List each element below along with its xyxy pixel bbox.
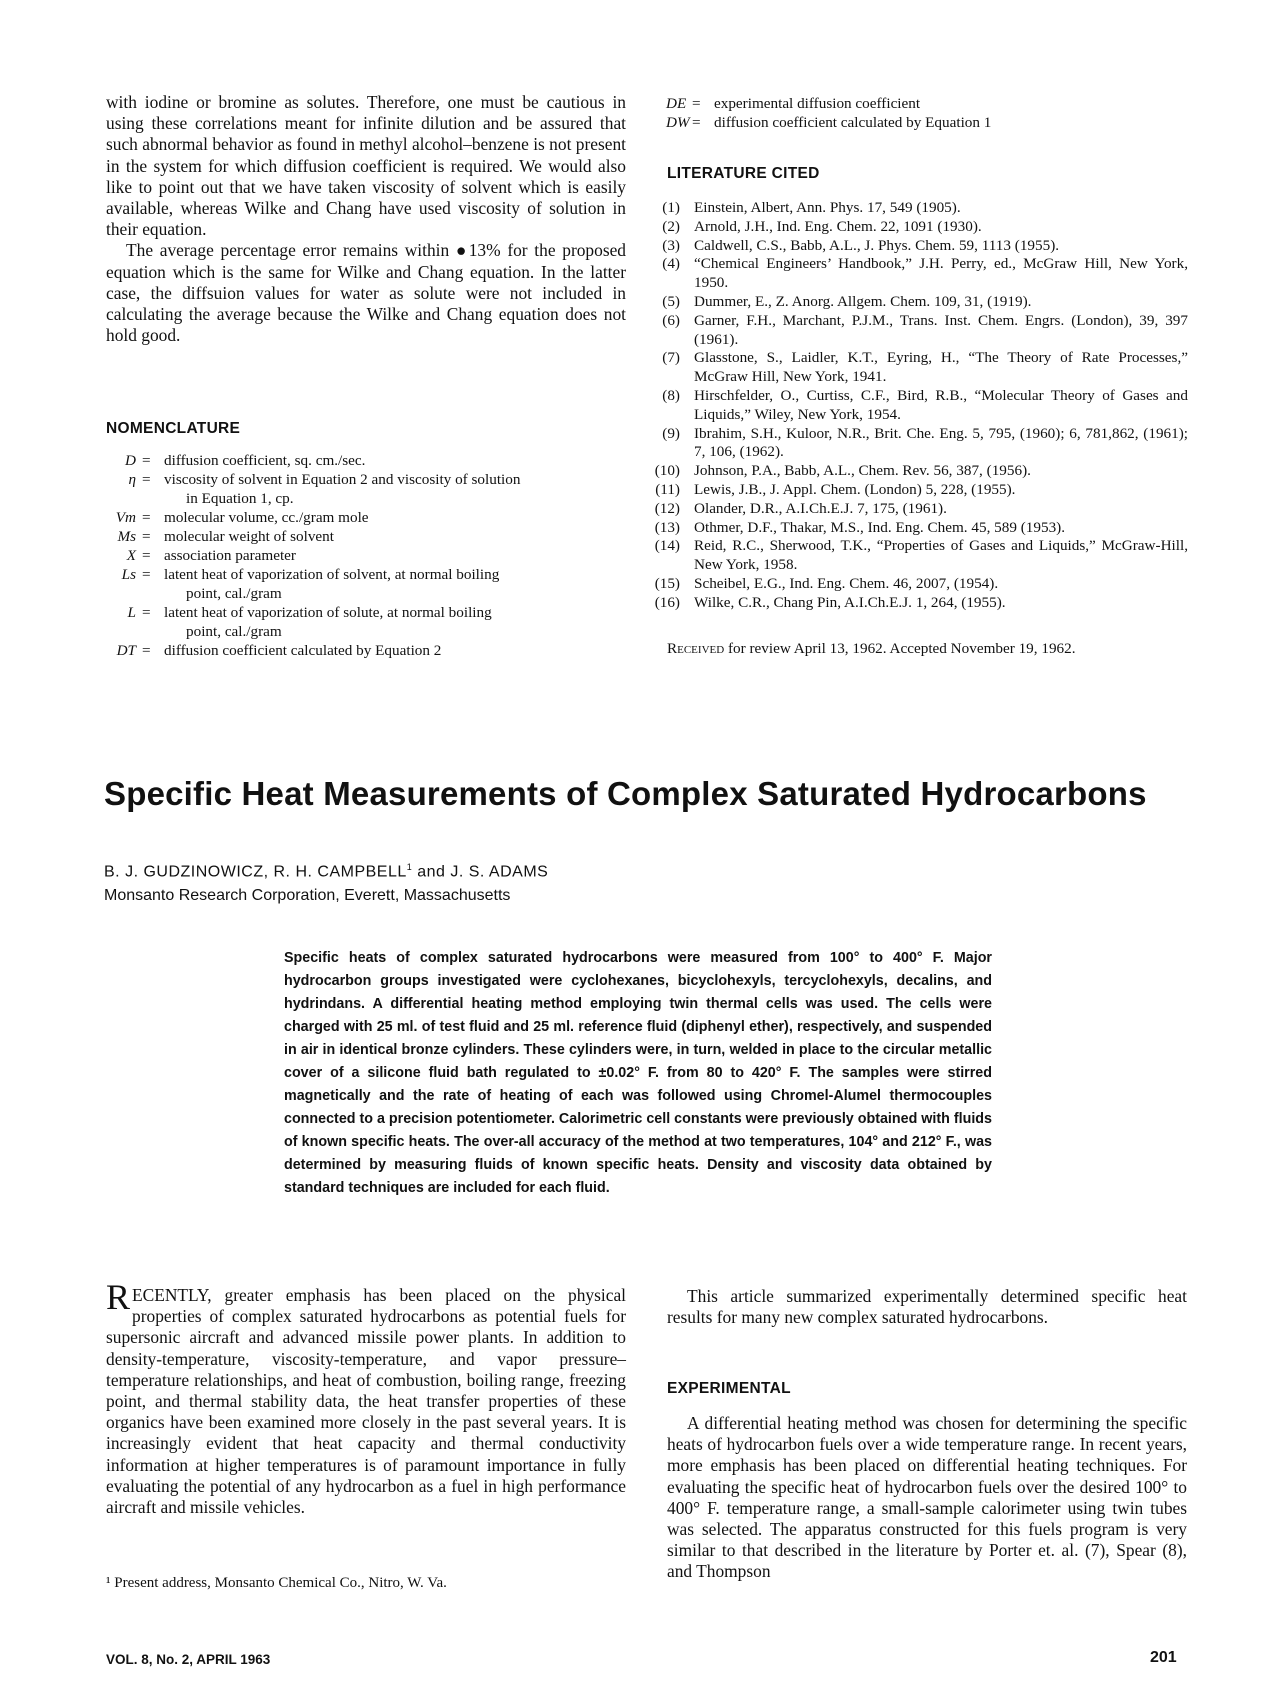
symbol: D <box>125 452 136 469</box>
reference-number: (2) <box>662 217 680 235</box>
reference-item <box>640 218 1188 237</box>
definition: diffusion coefficient calculated by Equation 1 <box>714 114 992 131</box>
symbol: Ms <box>117 528 136 545</box>
symbol: η <box>128 471 136 488</box>
reference-item <box>640 462 1188 481</box>
paragraph: A differential heating method was chosen for determining the specific heats of hydrocarbon fuels over a wide temperature range. In recent years, more emphasis has been placed on differential heating techniques. For evaluating the specific heat of hydrocarbon fuels over the desired 100° to 400° F. temperature range, a small-sample calorimeter using twin tubes was selected. The apparatus constructed for this fuels program is very similar to that described in the literature by Porter et. al. (7), Spear (8), and Thompson <box>667 1413 1187 1582</box>
reference-number: (10) <box>654 462 680 480</box>
affiliation: Monsanto Research Corporation, Everett, Massachusetts <box>104 887 511 904</box>
definition: diffusion coefficient, sq. cm./sec. <box>164 452 366 469</box>
definition: diffusion coefficient calculated by Equation 2 <box>164 642 442 659</box>
reference-number: (3) <box>662 236 680 254</box>
drop-cap: R <box>106 1277 131 1317</box>
reference-text: Glasstone, S., Laidler, K.T., Eyring, H., “The Theory of Rate Processes,” McGraw Hill, New York, 1941. <box>694 349 1188 386</box>
reference-text: Scheibel, E.G., Ind. Eng. Chem. 46, 2007, (1954). <box>694 574 999 592</box>
reference-item <box>640 199 1188 218</box>
authors-names: B. J. GUDZINOWICZ, R. H. CAMPBELL <box>104 863 407 881</box>
author-footnote-marker: 1 <box>406 862 413 872</box>
reference-item <box>640 481 1188 500</box>
symbol: X <box>126 547 136 564</box>
reference-text: Garner, F.H., Marchant, P.J.M., Trans. Inst. Chem. Engrs. (London), 39, 397 (1961). <box>694 311 1188 348</box>
reference-text: Wilke, C.R., Chang Pin, A.I.Ch.E.J. 1, 264, (1955). <box>694 593 1006 611</box>
authors <box>104 862 548 881</box>
definition: latent heat of vaporization of solvent, at normal boiling <box>164 566 500 583</box>
symbol: L <box>127 604 136 621</box>
symbol: DE <box>666 95 687 112</box>
body-right-column <box>667 1286 1187 1328</box>
reference-number: (6) <box>662 311 680 329</box>
reference-number: (7) <box>662 349 680 367</box>
symbol: DW <box>666 114 690 131</box>
reference-item <box>640 349 1188 387</box>
nomenclature-item: L = latent heat of vaporization of solute, at normal boiling point, cal./gram <box>106 603 626 641</box>
nomenclature-item: η = viscosity of solvent in Equation 2 and viscosity of solution in Equation 1, cp. <box>106 470 626 508</box>
definition: association parameter <box>164 547 296 564</box>
nomenclature-item: DE = experimental diffusion coefficient <box>666 94 1186 113</box>
definition: molecular volume, cc./gram mole <box>164 509 369 526</box>
nomenclature-item: Ls = latent heat of vaporization of solvent, at normal boiling point, cal./gram <box>106 565 626 603</box>
experimental-column <box>667 1413 1187 1583</box>
reference-item <box>640 237 1188 256</box>
reference-text: Olander, D.R., A.I.Ch.E.J. 7, 175, (1961). <box>694 499 947 517</box>
definition: viscosity of solvent in Equation 2 and viscosity of solution <box>164 471 521 488</box>
definition-continued: point, cal./gram <box>186 623 282 640</box>
nomenclature-heading: NOMENCLATURE <box>106 420 241 437</box>
nomenclature-item: X = association parameter <box>106 546 626 565</box>
reference-number: (14) <box>654 537 680 555</box>
paragraph: This article summarized experimentally determined specific heat results for many new complex saturated hydrocarbons. <box>667 1286 1187 1328</box>
reference-list <box>640 199 1188 613</box>
reference-text: Othmer, D.F., Thakar, M.S., Ind. Eng. Chem. 45, 589 (1953). <box>694 518 1066 536</box>
paragraph: with iodine or bromine as solutes. Therefore, one must be cautious in using these correlations meant for infinite dilution and be assured that such abnormal behavior as found in methyl alcohol–benzene is not present in the system for which diffusion coefficient is required. We would also like to point out that we have taken viscosity of solvent which is easily available, whereas Wilke and Chang have used viscosity of solution in their equation. <box>106 92 626 240</box>
nomenclature-item: D = diffusion coefficient, sq. cm./sec. <box>106 451 626 470</box>
definition: molecular weight of solvent <box>164 528 334 545</box>
reference-item <box>640 255 1188 293</box>
reference-item <box>640 594 1188 613</box>
reference-text: “Chemical Engineers’ Handbook,” J.H. Perry, ed., McGraw Hill, New York, 1950. <box>694 255 1188 292</box>
article-title: Specific Heat Measurements of Complex Saturated Hydrocarbons <box>104 775 1147 812</box>
definition: experimental diffusion coefficient <box>714 95 921 112</box>
reference-item <box>640 293 1188 312</box>
symbol: DT <box>116 642 136 659</box>
reference-number: (4) <box>662 255 680 273</box>
reference-item <box>640 575 1188 594</box>
reference-number: (13) <box>654 518 680 536</box>
paragraph <box>106 1277 626 1518</box>
reference-text: Hirschfelder, O., Curtiss, C.F., Bird, R.B., “Molecular Theory of Gases and Liquids,” Wiley, New York, 1954. <box>694 386 1188 423</box>
reference-item <box>640 537 1188 575</box>
reference-text: Einstein, Albert, Ann. Phys. 17, 549 (1905). <box>694 199 961 216</box>
nomenclature-item: DW = diffusion coefficient calculated by Equation 1 <box>666 113 1186 132</box>
nomenclature-item: Ms = molecular weight of solvent <box>106 527 626 546</box>
reference-text: Lewis, J.B., J. Appl. Chem. (London) 5, 228, (1955). <box>694 480 1016 498</box>
reference-number: (8) <box>662 386 680 404</box>
nomenclature-item: DT = diffusion coefficient calculated by Equation 2 <box>106 641 626 660</box>
received-note <box>667 640 1187 658</box>
definition-continued: in Equation 1, cp. <box>186 490 294 507</box>
reference-text: Johnson, P.A., Babb, A.L., Chem. Rev. 56, 387, (1956). <box>694 462 1031 480</box>
paragraph: The average percentage error remains within ●13% for the proposed equation which is the same for Wilke and Chang equation. In the latter case, the diffsuion values for water as solute were not included in calculating the average because the Wilke and Chang equation does not hold good. <box>106 240 626 346</box>
reference-item <box>640 500 1188 519</box>
authors-names-end: and J. S. ADAMS <box>412 863 549 881</box>
reference-number: (1) <box>662 199 680 216</box>
reference-text: Caldwell, C.S., Babb, A.L., J. Phys. Chem. 59, 1113 (1955). <box>694 236 1060 254</box>
reference-number: (15) <box>654 574 680 592</box>
nomenclature-list <box>106 451 626 660</box>
reference-number: (11) <box>655 480 680 498</box>
reference-item <box>640 312 1188 350</box>
reference-text: Reid, R.C., Sherwood, T.K., “Properties of Gases and Liquids,” McGraw-Hill, New York, 1958. <box>694 537 1188 574</box>
reference-item <box>640 387 1188 425</box>
left-top-column <box>106 92 626 346</box>
reference-number: (12) <box>654 499 680 517</box>
footnote: ¹ Present address, Monsanto Chemical Co., Nitro, W. Va. <box>106 1575 447 1591</box>
reference-number: (9) <box>662 424 680 442</box>
nomenclature-list-continued <box>666 94 1186 132</box>
definition-continued: point, cal./gram <box>186 585 282 602</box>
experimental-heading: EXPERIMENTAL <box>667 1380 791 1397</box>
reference-item <box>640 425 1188 463</box>
reference-text: Arnold, J.H., Ind. Eng. Chem. 22, 1091 (1930). <box>694 217 982 235</box>
lead-word: ECENTLY, <box>132 1285 212 1305</box>
literature-heading: LITERATURE CITED <box>667 165 820 182</box>
reference-text: Ibrahim, S.H., Kuloor, N.R., Brit. Che. Eng. 5, 795, (1960); 6, 781,862, (1961); 7, 106, (1962). <box>694 424 1188 461</box>
paragraph-text: greater emphasis has been placed on the physical properties of complex saturated hydrocarbons as potential fuels for supersonic aircraft and advanced missile power plants. In addition to density-temperature, viscosity-temperature, and vapor pressure–temperature relationships, and heat of combustion, boiling range, freezing point, and thermal stability data, the heat transfer properties of these organics have been examined more closely in the past several years. It is increasingly evident that heat capacity and thermal conductivity information at higher temperatures is of paramount importance in fully evaluating the potential of any hydrocarbon as a fuel in high performance aircraft and missile vehicles. <box>106 1285 626 1518</box>
journal-info: VOL. 8, No. 2, APRIL 1963 <box>106 1652 271 1667</box>
symbol: Ls <box>121 566 136 583</box>
definition: latent heat of vaporization of solute, at normal boiling <box>164 604 492 621</box>
received-label: Received <box>667 640 725 657</box>
body-left-column <box>106 1277 626 1518</box>
abstract: Specific heats of complex saturated hydrocarbons were measured from 100° to 400° F. Major hydrocarbon groups investigated were cyclohexanes, bicyclohexyls, tercyclohexyls, decalins, and hydrindans. A differential heating method employing twin thermal cells was used. The cells were charged with 25 ml. of test fluid and 25 ml. reference fluid (diphenyl ether), respectively, and suspended in air in identical bronze cylinders. These cylinders were, in turn, welded in place to the circular metallic cover of a silicone fluid bath regulated to ±0.02° F. from 80 to 420° F. The samples were stirred magnetically and the rate of heating of each was followed using Chromel-Alumel thermocouples connected to a precision potentiometer. Calorimetric cell constants were previously obtained with fluids of known specific heats. The over-all accuracy of the method at two temperatures, 104° and 212° F., was determined by measuring fluids of known specific heats. Density and viscosity data obtained by standard techniques are included for each fluid. <box>284 950 992 1196</box>
reference-text: Dummer, E., Z. Anorg. Allgem. Chem. 109, 31, (1919). <box>694 292 1032 310</box>
reference-number: (5) <box>662 292 680 310</box>
reference-number: (16) <box>654 593 680 611</box>
reference-item <box>640 519 1188 538</box>
received-text: for review April 13, 1962. Accepted November 19, 1962. <box>727 640 1076 657</box>
page-number: 201 <box>1150 1649 1177 1666</box>
nomenclature-item: Vm = molecular volume, cc./gram mole <box>106 508 626 527</box>
symbol: Vm <box>115 509 136 526</box>
